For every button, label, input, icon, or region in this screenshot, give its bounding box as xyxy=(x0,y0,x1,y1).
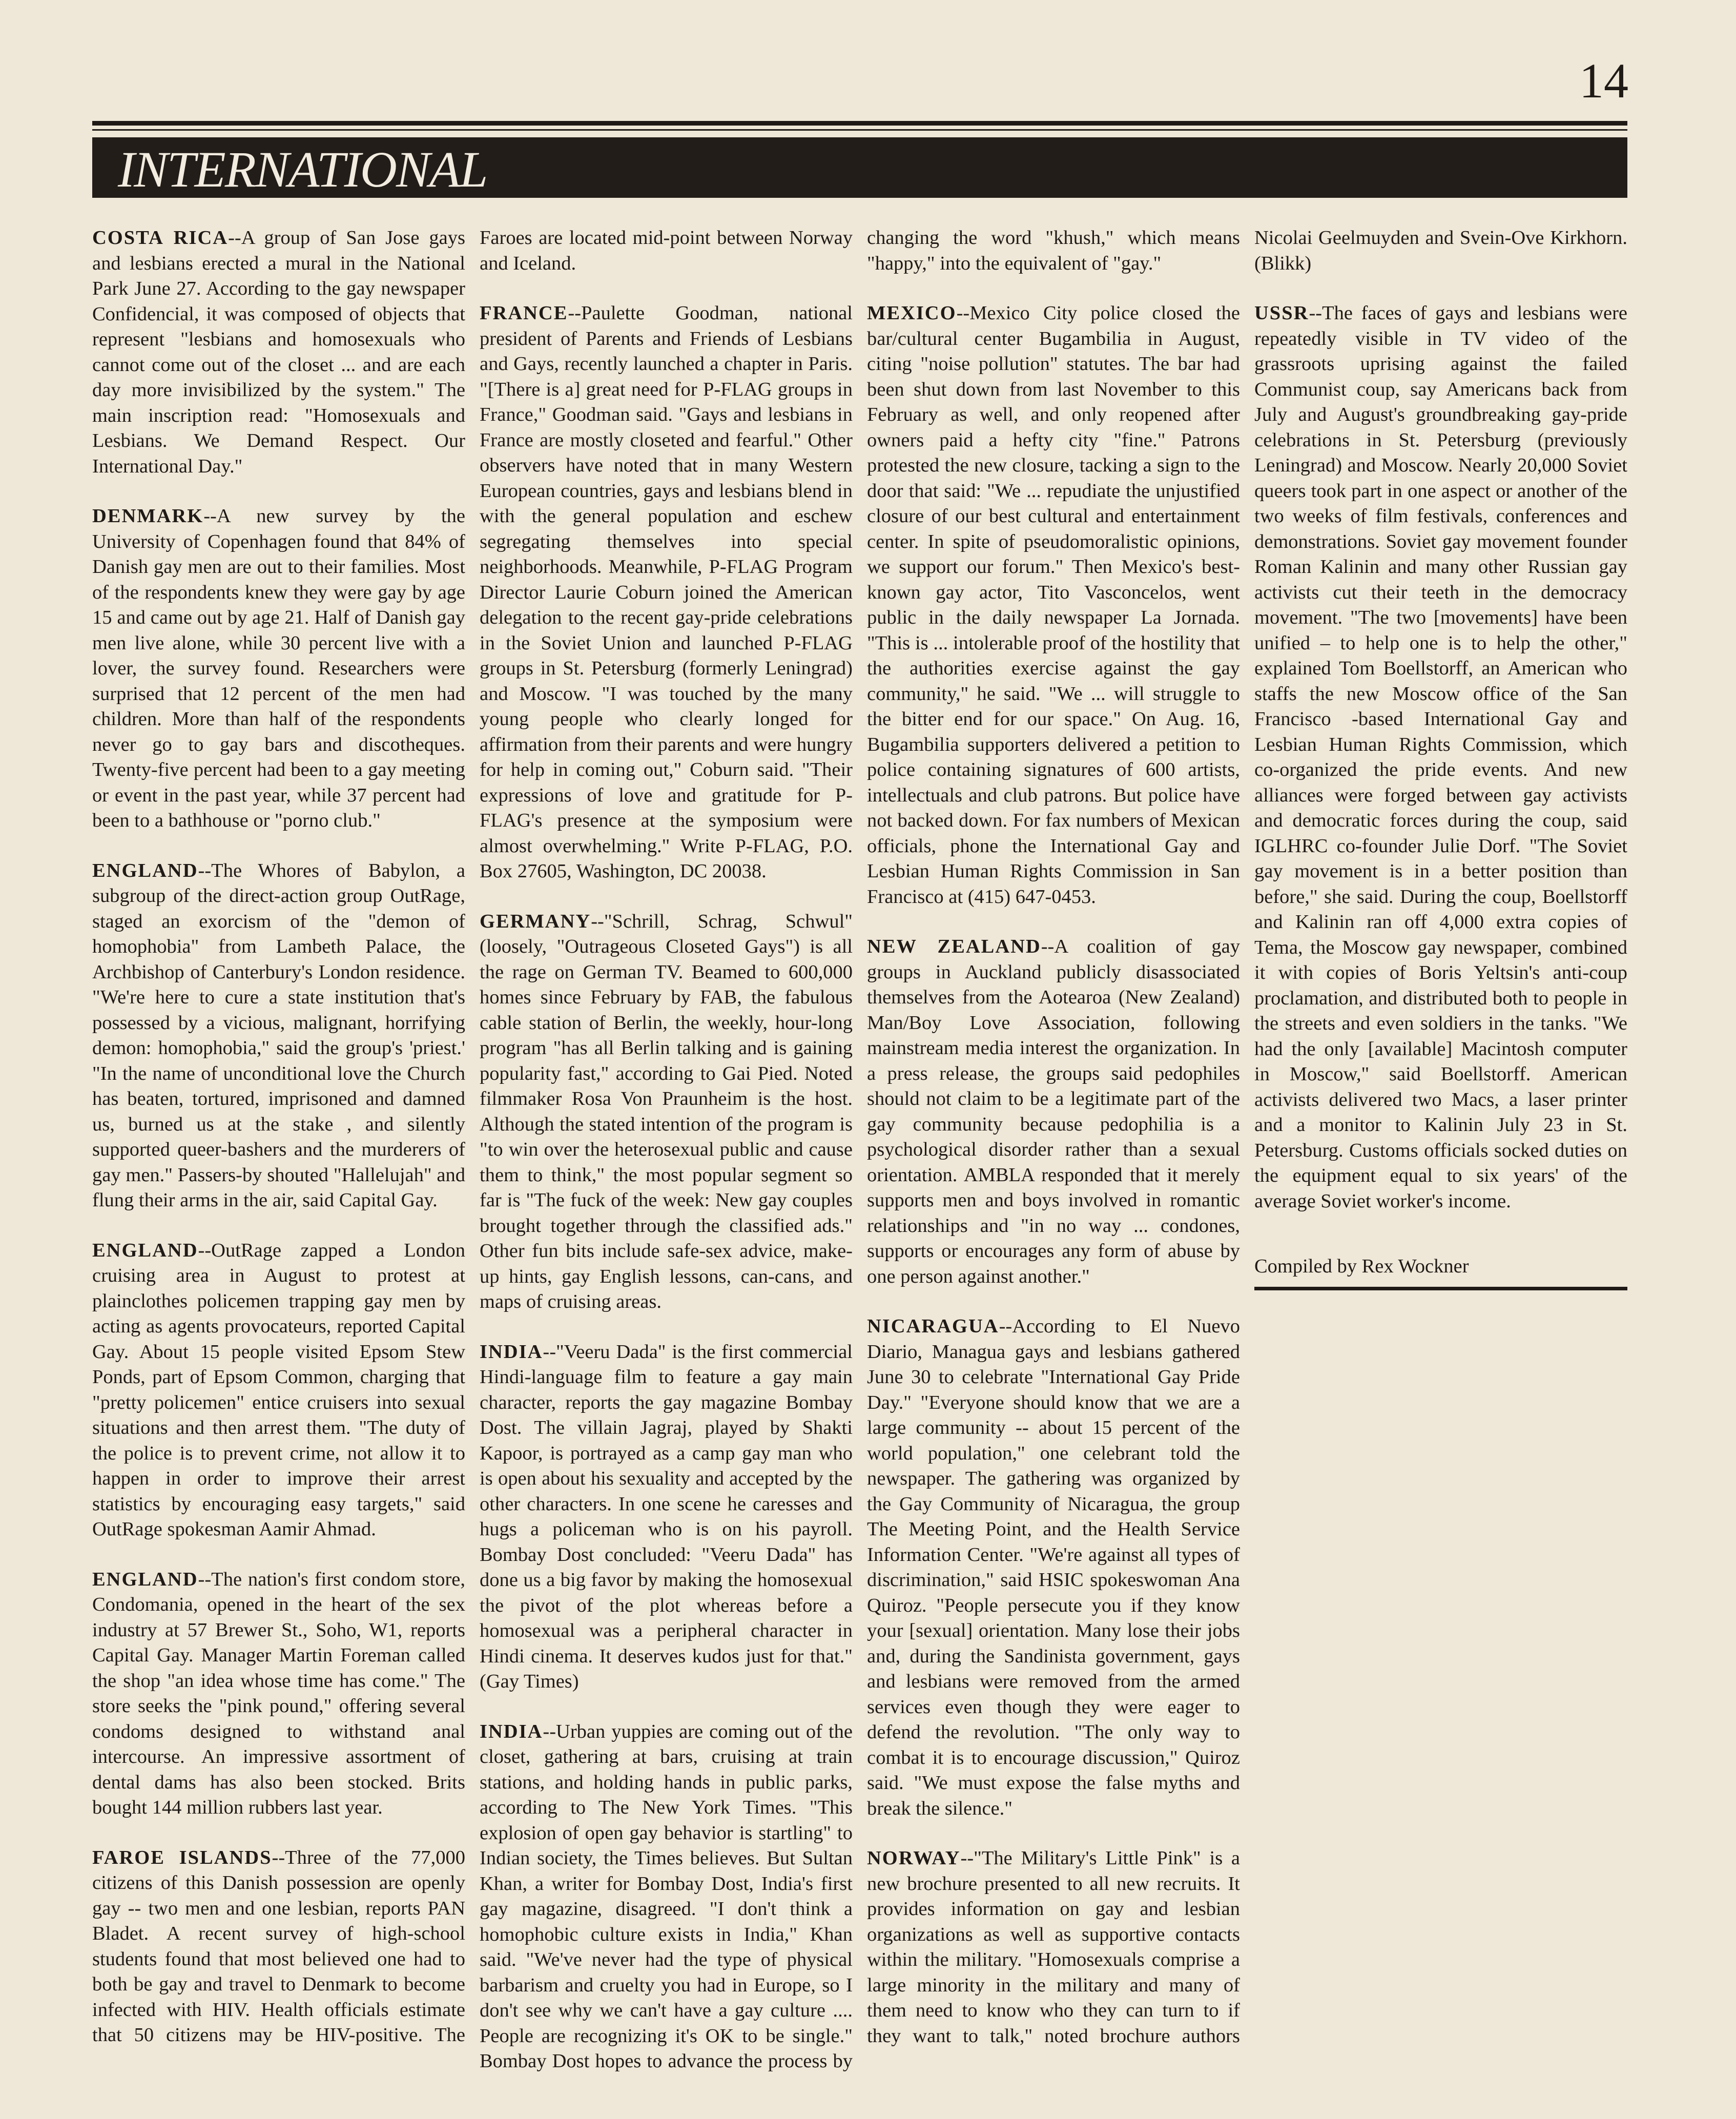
brief-body: --A coalition of gay groups in Auckland publicly disassociated themselves from the Aotearoa (New Zealand) Man/Boy Love Association, following mainstream media interest the organization. In a press release, the groups said pedophiles should not claim to be a legitimate part of the gay community because pedophilia is a psychological disorder rather than a sexual orientation. AMBLA responded that it merely supports men and boys involved in romantic relationships and "in no way ... condones, supports or encourages any form of abuse by one person against another." xyxy=(867,936,1240,1287)
brief-body: --OutRage zapped a London cruising area in August to protest at plainclothes policemen trapping gay men by acting as agents provocateurs, reported Capital Gay. About 15 people visited Epsom Stew Ponds, part of Epsom Common, charging that "pretty policemen" entice cruisers into sexual situations and then arrest them. "The duty of the police is to prevent crime, not allow it to happen in order to improve their arrest statistics by encouraging easy targets," said OutRage spokesman Aamir Ahmad. xyxy=(92,1239,465,1540)
brief-dateline: ENGLAND xyxy=(92,859,198,881)
brief-dateline: NEW ZEALAND xyxy=(867,936,1041,957)
news-brief-germany xyxy=(480,909,853,1315)
brief-dateline: NICARAGUA xyxy=(867,1315,999,1337)
brief-body: --Urban yuppies are coming out of the closet, gathering at bars, cruising at train stations, and holding hands in public parks, according to The New York Times. "This explosion of open gay behavior is startling" to Indian society, the Times believes. But Sultan Khan, a writer for Bombay Dost, India's first gay magazine, disagreed. "I don't think a homophobic culture exists in India," Khan said. "We've never had the type of physical barbarism and cruelty you had in Europe, so I don't see why we can't have a gay culture .... People are recognizing it's OK to be single." Bombay Dost hopes to advance the process by changing the word "khush," which means "happy," into the equivalent of "gay." xyxy=(480,227,1240,2072)
page-number: 14 xyxy=(1579,53,1628,108)
section-banner xyxy=(92,137,1627,198)
brief-body: --Paulette Goodman, national president of Parents and Friends of Lesbians and Gays, recently launched a chapter in Paris. "[There is a] great need for P-FLAG groups in France," Goodman said. "Gays and lesbians in France are mostly closeted and fearful." Other observers have noted that in many Western European countries, gays and lesbians blend in with the general population and eschew segregating themselves into special neighborhoods. Meanwhile, P-FLAG Program Director Laurie Coburn joined the American delegation to the recent gay-pride celebrations in the Soviet Union and launched P-FLAG groups in St. Petersburg (formerly Leningrad) and Moscow. "I was touched by the many young people who clearly longed for affirmation from their parents and were hungry for help in coming out," Coburn said. "Their expressions of love and gratitude for P-FLAG's presence at the symposium were almost overwhelming." Write P-FLAG, P.O. Box 27605, Washington, DC 20038. xyxy=(480,302,853,882)
brief-body: --"Schrill, Schrag, Schwul" (loosely, "Outrageous Closeted Gays") is all the rage on German TV. Beamed to 600,000 homes since February by FAB, the fabulous cable station of Berlin, the weekly, hour-long program "has all Berlin talking and is gaining popularity fast," according to Gai Pied. Noted filmmaker Rosa Von Praunheim is the host. Although the stated intention of the program is "to win over the heterosexual public and cause them to think," the most popular segment so far is "The fuck of the week: New gay couples brought together through the classified ads." Other fun bits include safe-sex advice, make-up hints, gay English lessons, can-cans, and maps of cruising areas. xyxy=(480,910,853,1312)
brief-body: --The faces of gays and lesbians were repeatedly visible in TV video of the grassroots uprising against the failed Communist coup, say Americans back from July and August's groundbreaking gay-pride celebrations in St. Petersburg (previously Leningrad) and Moscow. Nearly 20,000 Soviet queers took part in one aspect or another of the two weeks of film festivals, conferences and demonstrations. Soviet gay movement founder Roman Kalinin and many other Russian gay activists cut their teeth in the democracy movement. "The two [movements] have been unified – to help one is to help the other," explained Tom Boellstorff, an American who staffs the new Moscow office of the San Francisco -based International Gay and Lesbian Human Rights Commission, which co-organized the pride events. And new alliances were forged between gay activists and democratic forces during the coup, said IGLHRC co-founder Julie Dorf. "The Soviet gay movement is in a better position than before," she said. During the coup, Boellstorff and Kalinin ran off 4,000 extra copies of Tema, the Moscow gay newspaper, combined it with copies of Boris Yeltsin's anti-coup proclamation, and distributed both to people in the streets and even soldiers in the tanks. "We had the only [available] Macintosh computer in Moscow," said Boellstorff. American activists delivered two Macs, a laser printer and a monitor to Kalinin July 23 in St. Petersburg. Customs officials socked duties on the equipment equal to six years' of the average Soviet worker's income. xyxy=(1254,302,1627,1212)
brief-body: --"Veeru Dada" is the first commercial Hindi-language film to feature a gay main character, reports the gay magazine Bombay Dost. The villain Jagraj, played by Shakti Kapoor, is portrayed as a camp gay man who is open about his sexuality and accepted by the other characters. In one scene he caresses and hugs a policeman who is on his payroll. Bombay Dost concluded: "Veeru Dada" has done us a big favor by making the homosexual the pivot of the plot whereas before a homosexual was a peripheral character in Hindi cinema. It deserves kudos just for that." (Gay Times) xyxy=(480,1341,853,1692)
brief-body: --A new survey by the University of Copenhagen found that 84% of Danish gay men are out to their families. Most of the respondents knew they were gay by age 15 and came out by age 21. Half of Danish gay men live alone, while 30 percent live with a lover, the survey found. Researchers were surprised that 12 percent of the men had children. More than half of the respondents never go to gay bars and discotheques. Twenty-five percent had been to a gay meeting or event in the past year, while 37 percent had been to a bathhouse or "porno club." xyxy=(92,505,465,831)
news-brief-nicaragua xyxy=(867,1314,1240,1821)
section-title: INTERNATIONAL xyxy=(118,141,487,198)
news-brief-england xyxy=(92,1238,465,1542)
brief-body: --The Whores of Babylon, a subgroup of the direct-action group OutRage, staged an exorcism of the "demon of homophobia" from Lambeth Palace, the Archbishop of Canterbury's London residence. "We're here to cure a state institution that's possessed by a vicious, malignant, horrifying demon: homophobia," said the group's 'priest.' "In the name of unconditional love the Church has beaten, tortured, imprisoned and damned us, burned us at the stake , and silently supported queer-bashers and the murderers of gay men." Passers-by shouted "Hallelujah" and flung their arms in the air, said Capital Gay. xyxy=(92,859,465,1211)
article-columns xyxy=(92,225,1627,2091)
brief-dateline: NORWAY xyxy=(867,1847,961,1869)
brief-dateline: INDIA xyxy=(480,1341,543,1363)
brief-body: --According to El Nuevo Diario, Managua gays and lesbians gathered June 30 to celebrate "International Gay Pride Day." "Everyone should know that we are a large community -- about 15 percent of the world population," one celebrant told the newspaper. The gathering was organized by the Gay Community of Nicaragua, the group The Meeting Point, and the Health Service Information Center. "We're against all types of discrimination," said HSIC spokeswoman Ana Quiroz. "People persecute you if they know your [sexual] orientation. Many lose their jobs and, during the Sandinista government, gays and lesbians were removed from the armed services even though they were eager to defend the revolution. "The only way to combat it is to encourage discussion," Quiroz said. "We must expose the false myths and break the silence." xyxy=(867,1315,1240,1819)
brief-dateline: ENGLAND xyxy=(92,1568,198,1590)
news-brief-mexico xyxy=(867,301,1240,910)
brief-body: --Mexico City police closed the bar/cultural center Bugambilia in August, citing "noise pollution" statutes. The bar had been shut down from last November to this February as well, and only reopened after owners paid a hefty city "fine." Patrons protested the new closure, tacking a sign to the door that said: "We ... repudiate the unjustified closure of our best cultural and entertainment center. In spite of pseudomoralistic opinions, we support our forum." Then Mexico's best-known gay actor, Tito Vasconcelos, went public in the daily newspaper La Jornada. "This is ... intolerable proof of the hostility that the authorities exercise against the gay community," he said. "We ... will struggle to the bitter end for our space." On Aug. 16, Bugambilia supporters delivered a petition to police containing signatures of 600 artists, intellectuals and club patrons. But police have not backed down. For fax numbers of Mexican officials, phone the International Gay and Lesbian Human Rights Commission in San Francisco at (415) 647-0453. xyxy=(867,302,1240,908)
brief-dateline: USSR xyxy=(1254,302,1309,324)
news-brief-india xyxy=(480,1340,853,1695)
brief-body: --A group of San Jose gays and lesbians erected a mural in the National Park June 27. According to the gay newspaper Confidencial, it was composed of objects that represent "lesbians and homosexuals who cannot come out of the closet ... and are each day more invisibilized by the system." The main inscription read: "Homosexuals and Lesbians. We Demand Respect. Our International Day." xyxy=(92,227,465,477)
brief-body: --"The Military's Little Pink" is a new brochure presented to all new recruits. It provides information on gay and lesbian organizations as well as supportive contacts within the military. "Homosexuals comprise a large minority in the military and many of them need to know who they can turn to if they want to talk," noted brochure authors Nicolai Geelmuyden and Svein-Ove Kirkhorn. (Blikk) xyxy=(867,227,1627,2047)
header-rule xyxy=(92,121,1627,126)
compiler-credit: Compiled by Rex Wockner xyxy=(1254,1239,1627,1290)
brief-dateline: GERMANY xyxy=(480,910,591,932)
news-brief-denmark xyxy=(92,504,465,834)
brief-body: --Three of the 77,000 citizens of this Danish possession are openly gay -- two men and one lesbian, reports PAN Bladet. A recent survey of high-school students found that most believed one had to both be gay and travel to Denmark to become infected with HIV. Health officials estimate that 50 citizens may be HIV-positive. The Faroes are located mid-point between Norway and Iceland. xyxy=(92,227,853,2046)
brief-dateline: INDIA xyxy=(480,1720,543,1742)
news-brief-costa-rica xyxy=(92,225,465,479)
header-rule-thin xyxy=(92,129,1627,131)
brief-dateline: ENGLAND xyxy=(92,1239,198,1261)
news-brief-france xyxy=(480,301,853,884)
news-brief-england xyxy=(92,1567,465,1821)
brief-dateline: MEXICO xyxy=(867,302,957,324)
news-brief-ussr xyxy=(1254,301,1627,1214)
brief-dateline: COSTA RICA xyxy=(92,227,229,249)
brief-dateline: DENMARK xyxy=(92,505,204,527)
news-brief-england xyxy=(92,858,465,1213)
brief-dateline: FAROE ISLANDS xyxy=(92,1846,272,1868)
brief-body: --The nation's first condom store, Condomania, opened in the heart of the sex industry at 57 Brewer St., Soho, W1, reports Capital Gay. Manager Martin Foreman called the shop "an idea whose time has come." The store seeks the "pink pound," offering several condoms designed to withstand anal intercourse. An impressive assortment of dental dams has also been stocked. Brits bought 144 million rubbers last year. xyxy=(92,1568,465,1818)
news-brief-new-zealand xyxy=(867,934,1240,1289)
brief-dateline: FRANCE xyxy=(480,302,568,324)
